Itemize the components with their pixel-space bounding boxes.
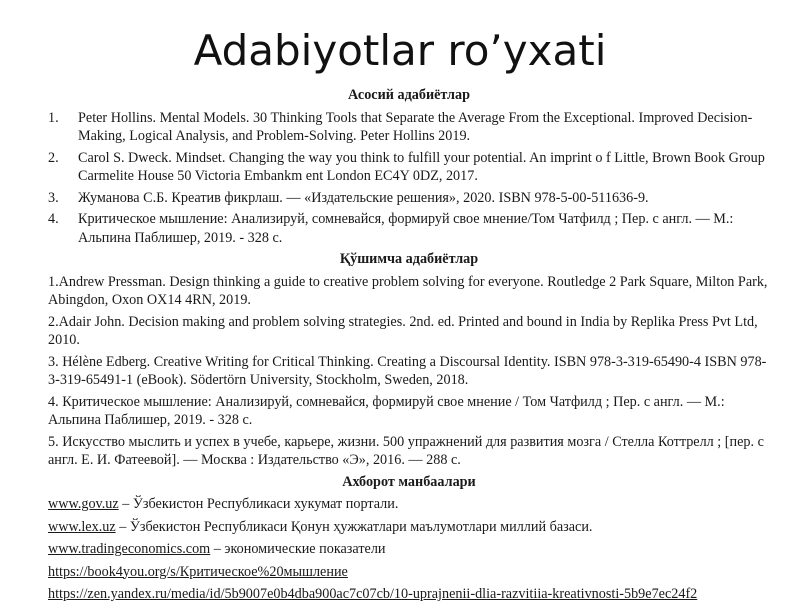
main-literature-item — [48, 109, 770, 146]
source-item — [48, 585, 770, 604]
item-text: Критическое мышление: Анализируй, сомневайся, формируй свое мнение/Том Чатфилд ; Пер. с англ. — М.: Альпина Паблишер, 2019. - 328 с. — [78, 211, 734, 246]
main-literature-item — [48, 149, 770, 186]
item-text: Жуманова С.Б. Креатив фикрлаш. — «Издательские решения», 2020. ISBN 978-5-00-511636-9. — [78, 189, 649, 206]
slide-title: Adabiyotlar ro’yxati — [193, 26, 607, 75]
bibliography-content — [48, 86, 770, 608]
item-text: Peter Hollins. Mental Models. 30 Thinking Tools that Separate the Average From the Exceptional. Improved Decision-Making, Logical Analysis, and Problem-Solving. Peter Hollins 2019. — [78, 109, 753, 144]
source-item — [48, 518, 770, 537]
source-description: – Ўзбекистон Республикаси Қонун ҳужжатлари маълумотлари миллий базаси. — [115, 518, 593, 535]
item-number: 3. — [48, 189, 59, 206]
main-literature-item — [48, 189, 770, 208]
item-number: 1. — [48, 109, 59, 126]
main-literature-heading: Асосий адабиётлар — [348, 87, 470, 103]
additional-literature-item: 1.Andrew Pressman. Design thinking a guide to creative problem solving for everyone. Routledge 2 Park Square, Milton Park, Abingdon, Oxon OX14 4RN, 2019. — [48, 273, 768, 308]
source-description: – экономические показатели — [210, 541, 386, 557]
item-number: 2. — [48, 149, 59, 166]
source-link-lex[interactable]: www.lex.uz — [48, 518, 116, 535]
main-literature-item — [48, 210, 770, 247]
information-sources-heading: Ахборот манбаалари — [342, 473, 476, 490]
source-link-gov[interactable]: www.gov.uz — [48, 496, 119, 512]
source-item — [48, 540, 770, 559]
item-text: Carol S. Dweck. Mindset. Changing the way you think to fulfill your potential. An imprint o f Little, Brown Book Group Carmelite House 50 Victoria Embankm ent London EC4Y 0DZ, 2017. — [78, 149, 765, 184]
source-link-zen-yandex[interactable]: https://zen.yandex.ru/media/id/5b9007e0b4dba900ac7c07cb/10-uprajnenii-dlia-razvitiia-kreativnosti-5b9e7ec24f2 — [48, 586, 698, 602]
source-link-book4you[interactable]: https://book4you.org/s/Критическое%20мышление — [48, 563, 348, 580]
additional-literature-item: 5. Искусство мыслить и успех в учебе, карьере, жизни. 500 упражнений для развития мозга / Стелла Коттрелл ; [пер. с англ. Е. И. Фатеевой]. — Москва : Издательство «Э», 2016. — 288 с. — [48, 433, 764, 468]
additional-literature-heading: Қўшимча адабиётлар — [339, 251, 479, 267]
main-literature-list — [48, 109, 770, 248]
item-number: 4. — [48, 211, 59, 227]
source-description: – Ўзбекистон Республикаси хукумат портали. — [118, 496, 399, 512]
source-item — [48, 563, 770, 582]
additional-literature-item: 3. Hélène Edberg. Creative Writing for Critical Thinking. Creating a Discoursal Identity. ISBN 978-3-319-65490-4 ISBN 978-3-319-65491-1 (eBook). Södertörn University, Stockholm, Sweden, 2018. — [48, 353, 767, 388]
source-link-tradingeconomics[interactable]: www.tradingeconomics.com — [48, 541, 211, 557]
additional-literature-item: 4. Критическое мышление: Анализируй, сомневайся, формируй свое мнение / Том Чатфилд ; Пер. с англ. — М.: Альпина Паблишер, 2019. - 328 с. — [48, 393, 725, 428]
additional-literature-item: 2.Adair John. Decision making and problem solving strategies. 2nd. ed. Printed and bound in India by Replika Press Pvt Ltd, 2010. — [48, 313, 758, 348]
source-item — [48, 495, 770, 514]
